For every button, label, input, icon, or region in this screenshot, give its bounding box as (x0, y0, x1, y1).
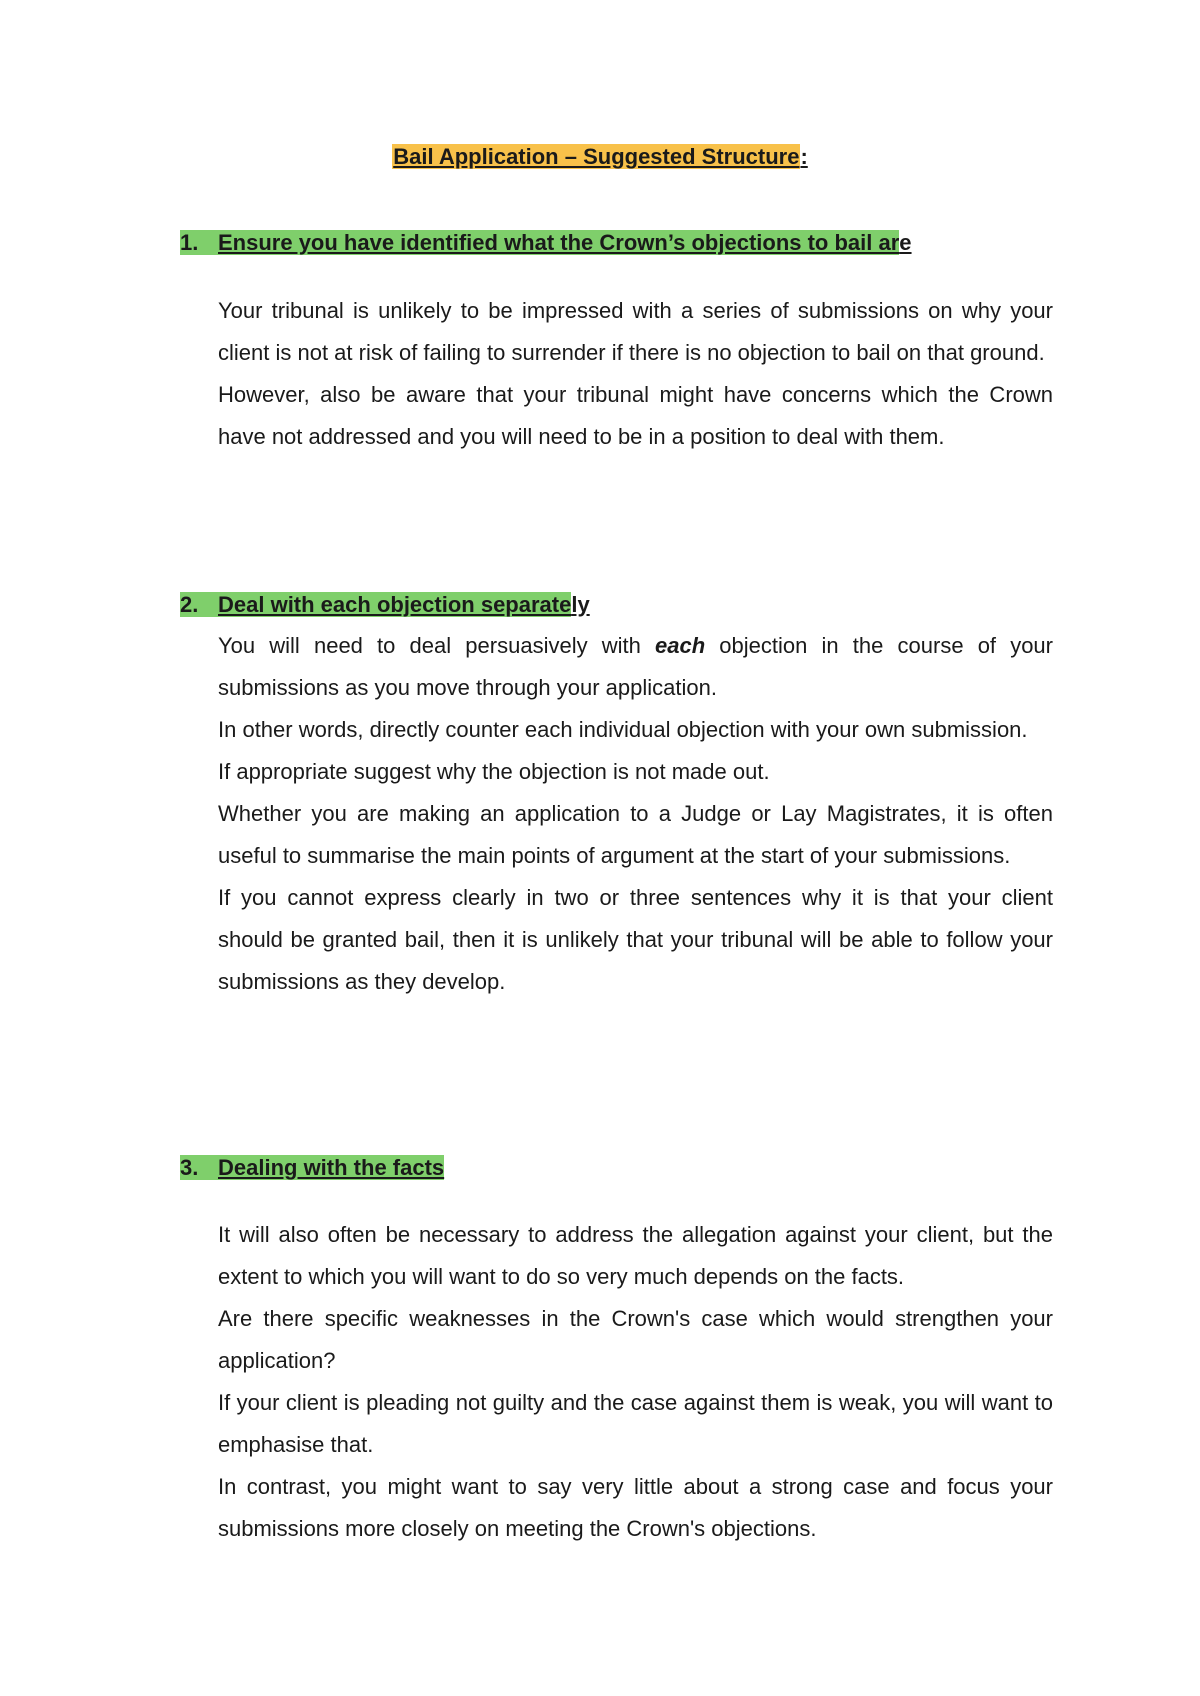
section-1-paragraph: However, also be aware that your tribunal might have concerns which the Crown have not addressed and you will need to be in a position to deal with them. (218, 382, 1053, 449)
section-1-body (218, 290, 1053, 458)
section-1-heading-text: Ensure you have identified what the Crown’s objections to bail ar (218, 230, 900, 255)
section-2-number: 2. (180, 592, 199, 617)
section-1-paragraph: Your tribunal is unlikely to be impressed with a series of submissions on why your client is not at risk of failing to surrender if there is no objection to bail on that ground. (218, 298, 1053, 365)
section-3-heading-text: Dealing with the facts (218, 1155, 445, 1180)
section-2-paragraph: In other words, directly counter each individual objection with your own submission. (218, 717, 1028, 742)
section-3-heading (180, 1155, 444, 1181)
section-3-number: 3. (180, 1155, 199, 1180)
section-2-first-paragraph: You will need to deal persuasively with each objection in the course of your submissions as you move through your application. (218, 633, 1053, 700)
page-title (0, 144, 1200, 170)
title-suffix: : (800, 144, 808, 169)
section-1-heading (180, 230, 912, 256)
section-2-paragraph: If appropriate suggest why the objection is not made out. (218, 759, 770, 784)
section-3-paragraph: If your client is pleading not guilty and the case against them is weak, you will want to emphasise that. (218, 1390, 1053, 1457)
section-1-heading-tail: e (899, 230, 912, 255)
section-3-paragraph: Are there specific weaknesses in the Crown's case which would strengthen your application? (218, 1306, 1053, 1373)
section-3-paragraph: In contrast, you might want to say very little about a strong case and focus your submissions more closely on meeting the Crown's objections. (218, 1474, 1053, 1541)
title-highlight: Bail Application – Suggested Structure (393, 144, 800, 169)
section-2-paragraph: Whether you are making an application to a Judge or Lay Magistrates, it is often useful to summarise the main points of argument at the start of your submissions. (218, 801, 1053, 868)
section-3-paragraph: It will also often be necessary to address the allegation against your client, but the extent to which you will want to do so very much depends on the facts. (218, 1222, 1053, 1289)
section-2-heading (180, 592, 590, 618)
emphasis-each: each (655, 633, 706, 658)
section-2-paragraph: If you cannot express clearly in two or three sentences why it is that your client should be granted bail, then it is unlikely that your tribunal will be able to follow your submissions as they develop. (218, 885, 1053, 994)
section-2-body (218, 625, 1053, 1003)
section-1-number: 1. (180, 230, 199, 255)
section-3-body (218, 1214, 1053, 1550)
section-2-heading-tail: ly (571, 592, 590, 617)
section-2-heading-text: Deal with each objection separate (218, 592, 572, 617)
